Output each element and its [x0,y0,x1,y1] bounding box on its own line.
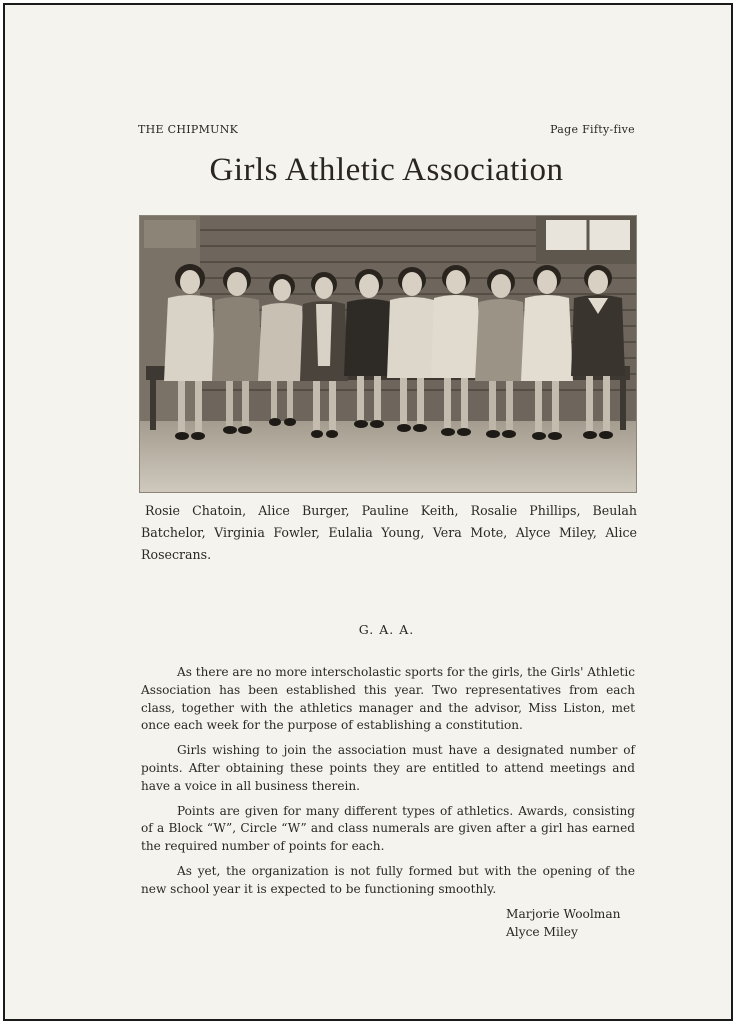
running-head [138,123,635,139]
section-heading: G. A. A. [358,622,415,637]
paragraph: Points are given for many different types of athletics. Awards, consisting of a Block “W”, Circle “W” and class numerals are given after a girl has earned the required number of points for each. [141,803,635,854]
signatures [506,905,646,941]
signature-name: Marjorie Woolman [506,907,621,921]
page-number: Page Fifty-five [550,123,635,136]
signature-name: Alyce Miley [506,925,578,939]
paragraph: As there are no more interscholastic sports for the girls, the Girls' Athletic Association has been established this year. Two representatives from each class, together with the athletics manager and the advisor, Miss Liston, met once each week for the purpose of establishing a constitution. [141,665,635,733]
photo-caption: Rosie Chatoin, Alice Burger, Pauline Keith, Rosalie Phillips, Beulah Batchelor, Virginia Fowler, Eulalia Young, Vera Mote, Alyce Miley, Alice Rosecrans. [141,503,637,562]
group-photo [139,215,637,493]
group-photo-illustration [140,216,636,492]
article-body [141,664,635,906]
page-title: Girls Athletic Association [209,152,564,188]
yearbook-page [5,5,731,1019]
publication-name: THE CHIPMUNK [138,123,239,136]
paragraph: Girls wishing to join the association must have a designated number of points. After obtaining these points they are entitled to attend meetings and have a voice in all business therein. [141,743,635,793]
paragraph: As yet, the organization is not fully formed but with the opening of the new school year it is expected to be functioning smoothly. [141,863,635,896]
